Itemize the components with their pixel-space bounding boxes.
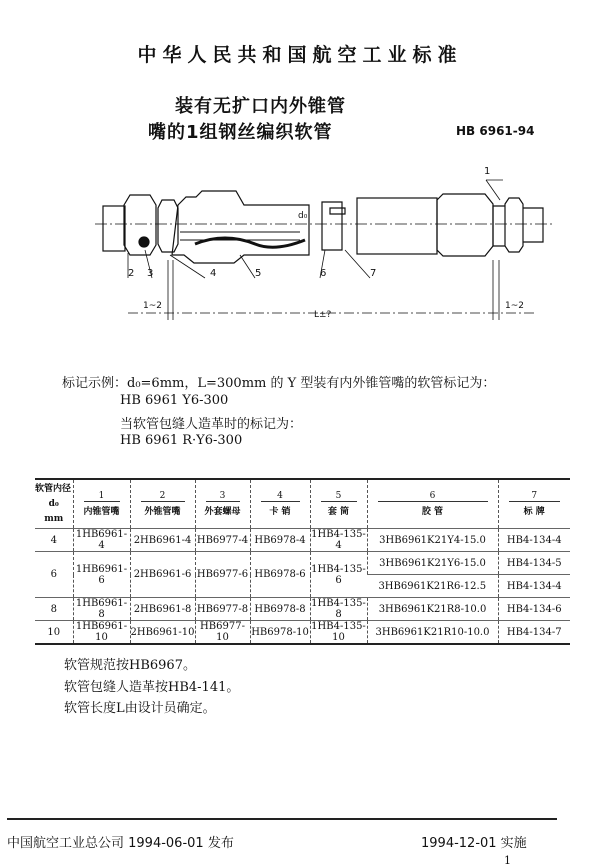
cell-diameter: 6 [35, 552, 73, 598]
footer-issuer: 中国航空工业总公司 1994-06-01 发布 [7, 836, 234, 851]
cell: HB6977-6 [195, 552, 250, 598]
d0-label: d₀ [298, 211, 308, 221]
header-col-3: 3 外套螺母 [195, 479, 250, 529]
footer-effective: 1994-12-01 实施 [421, 836, 527, 851]
cell: HB6978-6 [250, 552, 310, 598]
callout-6: 6 [320, 268, 327, 279]
doc-title-line2: 嘴的1组钢丝编织软管 [148, 122, 333, 143]
cell: HB6978-8 [250, 598, 310, 621]
cell: 2HB6961-6 [130, 552, 195, 598]
cell: HB4-134-5 [498, 552, 570, 575]
cell: 1HB6961-10 [73, 621, 130, 645]
header-col-1: 1 内锥管嘴 [73, 479, 130, 529]
example-line1: 标记示例：d₀=6mm，L=300mm 的 Y 型装有内外锥管嘴的软管标记为： [62, 376, 496, 391]
cell: 1HB4-135-6 [310, 552, 367, 598]
length-label: L±? [314, 310, 332, 320]
table-row [35, 598, 570, 621]
example-line2: HB 6961 Y6-300 [120, 393, 229, 408]
cell: HB6977-10 [195, 621, 250, 645]
table-header-row [35, 479, 570, 529]
note-1: 软管规范按HB6967。 [64, 658, 196, 673]
dim-right: 1~2 [505, 301, 524, 311]
callout-3: 3 [147, 268, 154, 279]
cell: 1HB6961-8 [73, 598, 130, 621]
header-col-4: 4 卡 销 [250, 479, 310, 529]
cell: 1HB4-135-4 [311, 529, 366, 551]
callout-2: 2 [128, 268, 135, 279]
cell: HB6978-10 [250, 621, 310, 645]
cell: 3HB6961K21R8-10.0 [367, 598, 498, 621]
hose-assembly-drawing [0, 160, 600, 330]
note-3: 软管长度L由设计员确定。 [64, 701, 216, 716]
header-col-5: 5 套 筒 [310, 479, 367, 529]
cell: 1HB6961-4 [73, 529, 130, 552]
callout-5: 5 [255, 268, 262, 279]
doc-title-line1: 装有无扩口内外锥管 [175, 96, 346, 117]
page-number: 1 [504, 854, 511, 866]
header-col-6: 6 胶 管 [367, 479, 498, 529]
cell: HB4-134-7 [498, 621, 570, 645]
cell: 3HB6961K21R6-12.5 [367, 575, 498, 598]
cell: HB4-134-4 [498, 575, 570, 598]
callout-1: 1 [484, 166, 491, 177]
cell: HB6977-8 [195, 598, 250, 621]
table-row [35, 621, 570, 645]
cell: 2HB6961-10 [130, 621, 195, 645]
cell: 1HB4-135-10 [311, 621, 366, 643]
table-row [35, 552, 570, 575]
cell-diameter: 10 [35, 621, 73, 645]
header-col-7: 7 标 牌 [498, 479, 570, 529]
cell: 2HB6961-8 [130, 598, 195, 621]
cell-diameter: 8 [35, 598, 73, 621]
cell: 3HB6961K21R10-10.0 [367, 621, 498, 645]
header-col-2: 2 外锥管嘴 [130, 479, 195, 529]
footer-divider [7, 818, 557, 820]
cell: HB4-134-6 [498, 598, 570, 621]
cell: 3HB6961K21Y4-15.0 [367, 529, 498, 552]
parts-table [35, 478, 570, 645]
cell: 2HB6961-4 [130, 529, 195, 552]
cell: 1HB6961-6 [73, 552, 130, 598]
header-diameter: 软管内径 d₀ mm [35, 479, 73, 529]
example-line4: HB 6961 R·Y6-300 [120, 433, 243, 448]
table-row [35, 529, 570, 552]
cell: 1HB4-135-8 [311, 598, 366, 620]
note-2: 软管包缝人造革按HB4-141。 [64, 680, 240, 695]
example-line3: 当软管包缝人造革时的标记为： [120, 417, 303, 432]
cell: HB6977-4 [195, 529, 250, 552]
dim-left: 1~2 [143, 301, 162, 311]
cell: HB6978-4 [250, 529, 310, 552]
callout-7: 7 [370, 268, 377, 279]
standard-title: 中华人民共和国航空工业标准 [137, 44, 463, 66]
cell: HB4-134-4 [498, 529, 570, 552]
callout-4: 4 [210, 268, 217, 279]
cell-diameter: 4 [35, 529, 73, 552]
standard-code: HB 6961-94 [456, 124, 535, 138]
cell: 3HB6961K21Y6-15.0 [367, 552, 498, 575]
